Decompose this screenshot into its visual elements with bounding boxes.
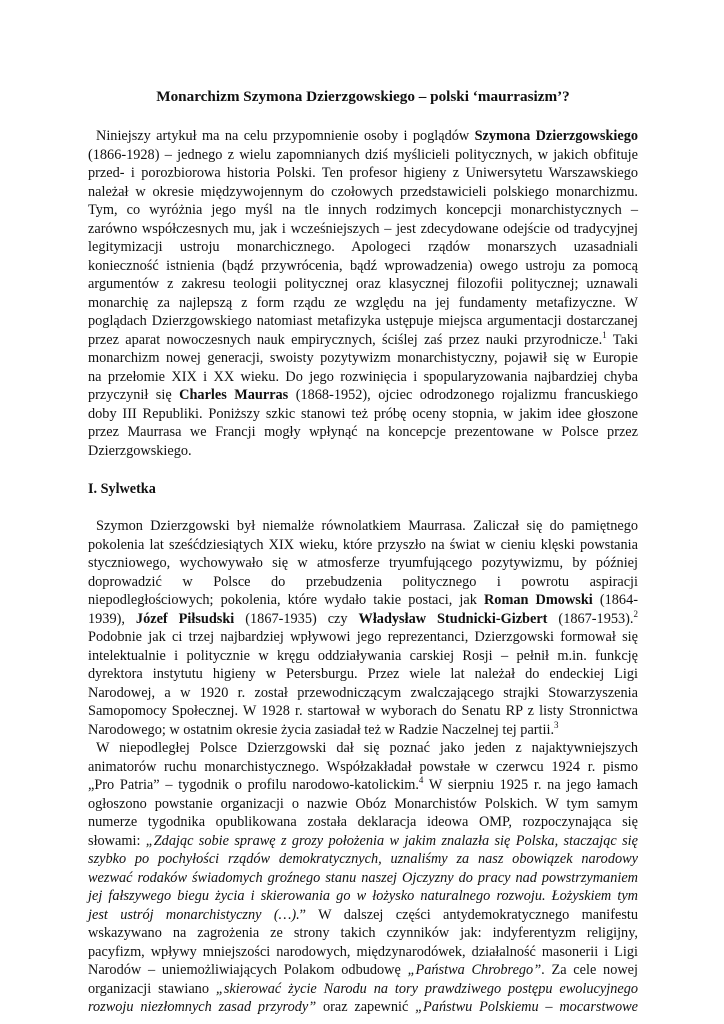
text-line: Samopomocy Społecznej. W 1928 r. startował w wyborach do Senatu RP z listy Stronnictwa xyxy=(88,703,638,719)
text-line: pokolenia lat sześćdziesiątych XIX wieku, które przyszło na świat w cieniu klęski powstania xyxy=(88,536,638,553)
text-line: przez aparat nowoczesnych nauk empirycznych, ściślej zaś przez nauki przyrodnicze.$^1$ Taki xyxy=(88,329,638,348)
text-line: Dzierzgowskiego. xyxy=(88,442,192,459)
text-line: 1939), Józef Piłsudski (1867-1935) czy Władysław Studnicki-Gizbert (1867-1953).$^2$ xyxy=(88,608,638,627)
text-line: pacyfizm, wpływy mniejszości narodowych, międzynarodówek, działalność masonerii i Ligi xyxy=(88,943,638,960)
text-line: numerze tygodnika opublikowana została deklaracja ideowa OMP, rozpoczynająca się xyxy=(88,814,638,830)
text-line: szybko po pochyłości rządów demokratycznych, uznaliśmy za nasz obowiązek narodowy xyxy=(88,851,638,867)
text-line: rozwoju niezłomnych zasad przyrody” oraz zapewnić „Państwu Polskiemu – mocarstwowe xyxy=(88,999,638,1015)
footnote-ref: 2 xyxy=(633,608,638,619)
text-line: argumentów z zakresu teologii politycznej oraz klasycznej filozofii politycznej; uznawali xyxy=(88,276,638,292)
text-line: przez Maurrasa we Francji mogły wpłynąć na koncepcje prezentowane w Polsce przez xyxy=(88,424,638,440)
text-line: doprowadzić w Polsce do przebudzenia politycznego i powrotu aspiracji xyxy=(88,573,638,590)
text-line: konieczność istnienia (bądź przywrócenia, bądź wprowadzenia) owego ustroju za pomocą xyxy=(88,257,638,274)
text-line: jest ustrój monarchistyczny (…).” W dalszej części antydemokratycznego manifestu xyxy=(88,906,639,923)
text-line: Narodowej, a w 1920 r. został przewodniczącym zwalczającego strajki Stowarzyszenia xyxy=(88,684,638,701)
page-title: Monarchizm Szymona Dzierzgowskiego – polski ‘maurrasizm’? xyxy=(156,88,570,105)
text-line: Podobnie jak ci trzej najbardziej wpływowi jego reprezentanci, Dzierzgowski formował się xyxy=(88,629,638,645)
text-line: (1866-1928) – jednego z wielu zapomnianych dziś myślicieli politycznych, w jakich obfituje xyxy=(88,146,638,163)
text-line: jej fałszywego biegu życia i skierowania go w łożysko naturalnego rozwoju. Łożyskiem tym xyxy=(88,888,638,904)
text-line: na przełomie XIX i XX wieku. Do jego rozwinięcia i spopularyzowania najbardziej chyba xyxy=(88,368,638,385)
text-line: „Pro Patria” – tygodnik o profilu narodowo-katolickim.$^4$ W sierpniu 1925 r. na jego łamach xyxy=(88,775,638,793)
text-line: przyczynił się Charles Maurras (1868-1952), ojciec odrodzonego rojalizmu francuskiego xyxy=(88,387,638,403)
text-line: należał w okresie międzywojennym do czołowych przedstawicieli polskiego monarchizmu. xyxy=(88,183,638,200)
text-line: styczniowego, wychowywało się w atmosferze tryumfującego pozytywizmu, by później xyxy=(88,555,638,571)
text-line: intelektualnie i politycznie w kręgu oddziaływania carskiej Rosji – pełnił m.in. funkcję xyxy=(88,647,638,664)
text-line: wezwać rodaków świadomych groźnego stanu naszej Ojczyzny do pracy nad powstrzymaniem xyxy=(88,869,638,886)
section-heading: I. Sylwetka xyxy=(88,481,156,497)
footnote-ref: 4 xyxy=(418,775,424,785)
text-line: Szymon Dzierzgowski był niemalże równolatkiem Maurrasa. Zaliczał się do pamiętnego xyxy=(96,518,638,534)
text-line: przed- i porozbiorowa historia Polski. Ten profesor higieny z Uniwersytetu Warszawskiego xyxy=(88,165,638,181)
text-line: organizacji stawiano „skierować życie Narodu na tory prawdziwego postępu ewolucyjnego xyxy=(88,980,639,997)
text-line: wskazywano na zagrożenia ze strony takich czynników jak: indyferentyzm religijny, xyxy=(88,925,638,941)
text-line: Tym, co wyróżnia jego myśl na tle innych rodzimych koncepcji monarchistycznych – xyxy=(88,202,638,218)
text-line: zarówno współczesnych mu, jak i wcześniejszych – jest zdecydowane odejście od tradycyjnej xyxy=(88,220,638,237)
footnote-ref: 3 xyxy=(554,719,559,730)
text-line: Niniejszy artykuł ma na celu przypomnienie osoby i poglądów Szymona Dzierzgowskiego xyxy=(96,128,639,144)
text-line: W niepodległej Polsce Dzierzgowski dał się poznać jako jeden z najaktywniejszych xyxy=(96,740,638,756)
text-line: dyrektora instytutu higieny w Petersburgu. Przez wiele lat należał do endeckiej Ligi xyxy=(88,666,638,682)
text-line: słowami: „Zdając sobie sprawę z grozy położenia w jakim znalazła się Polska, staczając się xyxy=(88,832,638,849)
text-line: ogłoszono powstanie organizacji o nazwie Obóz Monarchistów Polskich. W tym samym xyxy=(88,795,638,812)
text-line: niepodległościowych; pokolenia, które wydało takie postaci, jak Roman Dmowski (1864- xyxy=(88,592,638,608)
text-line: poglądach Dzierzgowskiego natomiast metafizyka ustępuje miejsca argumentacji dostarczanej xyxy=(88,313,638,329)
text-line: monarchię za najlepszą z form rządu ze względu na jej fundamenty metafizyczne. W xyxy=(88,294,638,311)
text-line: Narodowego; w ostatnim okresie życia zasiadał też w Radzie Naczelnej tej partii.$^3$ xyxy=(88,719,559,738)
text-line: Narodów – uniemożliwiających Polakom odbudowę „Państwa Chrobrego”. Za cele nowej xyxy=(88,962,638,978)
text-line: legitymizacji ustroju monarchicznego. Apologeci rządów monarszych uzasadniali xyxy=(88,239,638,255)
text-line: animatorów ruchu monarchistycznego. Współzakładał powstałe w czerwcu 1924 r. pismo xyxy=(88,758,638,775)
text-line: monarchizm nowej generacji, swoisty pozytywizm monarchistyczny, pojawił się w Europie xyxy=(88,350,638,366)
text-line: doby III Republiki. Poniższy szkic stanowi też próbę oceny stopnia, w jakim idee głoszone xyxy=(88,405,638,422)
footnote-ref: 1 xyxy=(602,329,607,340)
